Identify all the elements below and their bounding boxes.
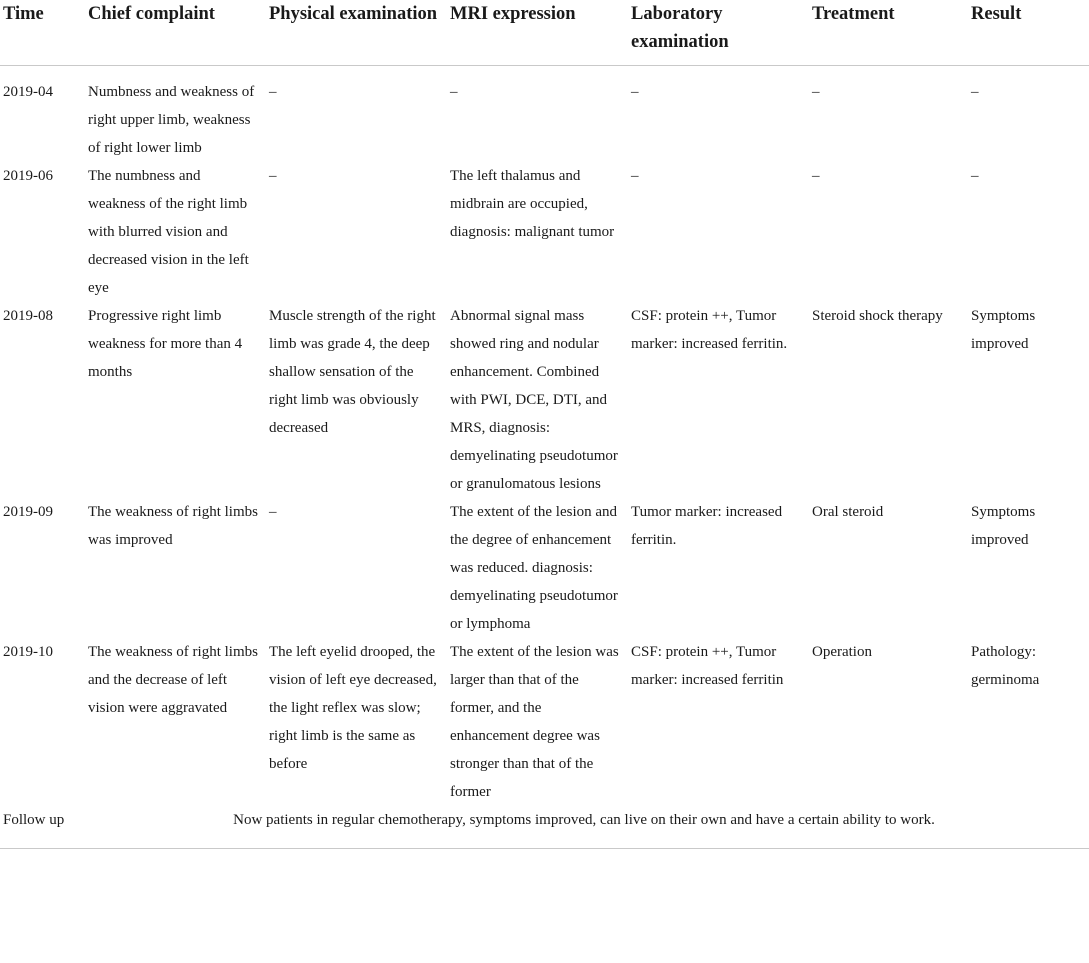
cell-laboratory-examination: Tumor marker: increased ferritin. <box>631 504 783 548</box>
cell-mri-expression: The extent of the lesion and the degree of enhancement was reduced. diagnosis: demyelinating pseudotumor or lymphoma <box>450 504 618 632</box>
table-row <box>0 498 1089 638</box>
cell-mri-expression: Abnormal signal mass showed ring and nodular enhancement. Combined with PWI, DCE, DTI, and MRS, diagnosis: demyelinating pseudotumor or granulomatous lesions <box>450 308 618 492</box>
cell-time: 2019-08 <box>3 308 53 324</box>
table-row <box>0 162 1089 302</box>
cell-physical-examination: The left eyelid drooped, the vision of left eye decreased, the light reflex was slow; right limb is the same as before <box>269 644 437 772</box>
cell-result: – <box>971 168 979 184</box>
cell-chief-complaint: The weakness of right limbs and the decrease of left vision were aggravated <box>88 644 258 716</box>
table-row <box>0 302 1089 498</box>
cell-result: Pathology: germinoma <box>971 644 1040 688</box>
header-laboratory-examination: Laboratory examination <box>628 0 809 66</box>
cell-treatment: Oral steroid <box>812 504 884 520</box>
cell-time: 2019-10 <box>3 644 53 660</box>
header-treatment: Treatment <box>809 0 968 66</box>
cell-chief-complaint: The numbness and weakness of the right limb with blurred vision and decreased vision in the left eye <box>88 168 249 296</box>
cell-physical-examination: – <box>269 168 277 184</box>
cell-chief-complaint: Numbness and weakness of right upper limb, weakness of right lower limb <box>88 84 255 156</box>
header-physical-examination: Physical examination <box>266 0 447 66</box>
header-mri-expression: MRI expression <box>447 0 628 66</box>
cell-laboratory-examination: CSF: protein ++, Tumor marker: increased ferritin <box>631 644 784 688</box>
table-body <box>0 66 1089 849</box>
cell-result: Symptoms improved <box>971 308 1036 352</box>
cell-laboratory-examination: – <box>631 168 639 184</box>
cell-result: – <box>971 84 979 100</box>
follow-up-row <box>0 806 1089 849</box>
cell-treatment: Operation <box>812 644 872 660</box>
cell-time: 2019-09 <box>3 504 53 520</box>
header-result: Result <box>968 0 1089 66</box>
cell-chief-complaint: Progressive right limb weakness for more than 4 months <box>88 308 243 380</box>
cell-result: Symptoms improved <box>971 504 1036 548</box>
cell-time: 2019-04 <box>3 84 53 100</box>
cell-physical-examination: – <box>269 84 277 100</box>
cell-chief-complaint: The weakness of right limbs was improved <box>88 504 258 548</box>
cell-laboratory-examination: – <box>631 84 639 100</box>
header-chief-complaint: Chief complaint <box>85 0 266 66</box>
cell-mri-expression: The extent of the lesion was larger than that of the former, and the enhancement degree was stronger than that of the former <box>450 644 619 800</box>
follow-up-text: Now patients in regular chemotherapy, symptoms improved, can live on their own and have a certain ability to work. <box>85 806 1089 849</box>
header-row <box>0 0 1089 66</box>
cell-mri-expression: The left thalamus and midbrain are occupied, diagnosis: malignant tumor <box>450 168 615 240</box>
follow-up-label: Follow up <box>0 806 85 849</box>
table-row <box>0 66 1089 163</box>
table-header <box>0 0 1089 66</box>
cell-laboratory-examination: CSF: protein ++, Tumor marker: increased ferritin. <box>631 308 788 352</box>
header-time: Time <box>0 0 85 66</box>
cell-time: 2019-06 <box>3 168 53 184</box>
table-row <box>0 638 1089 806</box>
cell-physical-examination: – <box>269 504 277 520</box>
cell-treatment: – <box>812 84 820 100</box>
cell-physical-examination: Muscle strength of the right limb was grade 4, the deep shallow sensation of the right limb was obviously decreased <box>269 308 436 436</box>
cell-treatment: – <box>812 168 820 184</box>
cell-treatment: Steroid shock therapy <box>812 308 943 324</box>
cell-mri-expression: – <box>450 84 458 100</box>
